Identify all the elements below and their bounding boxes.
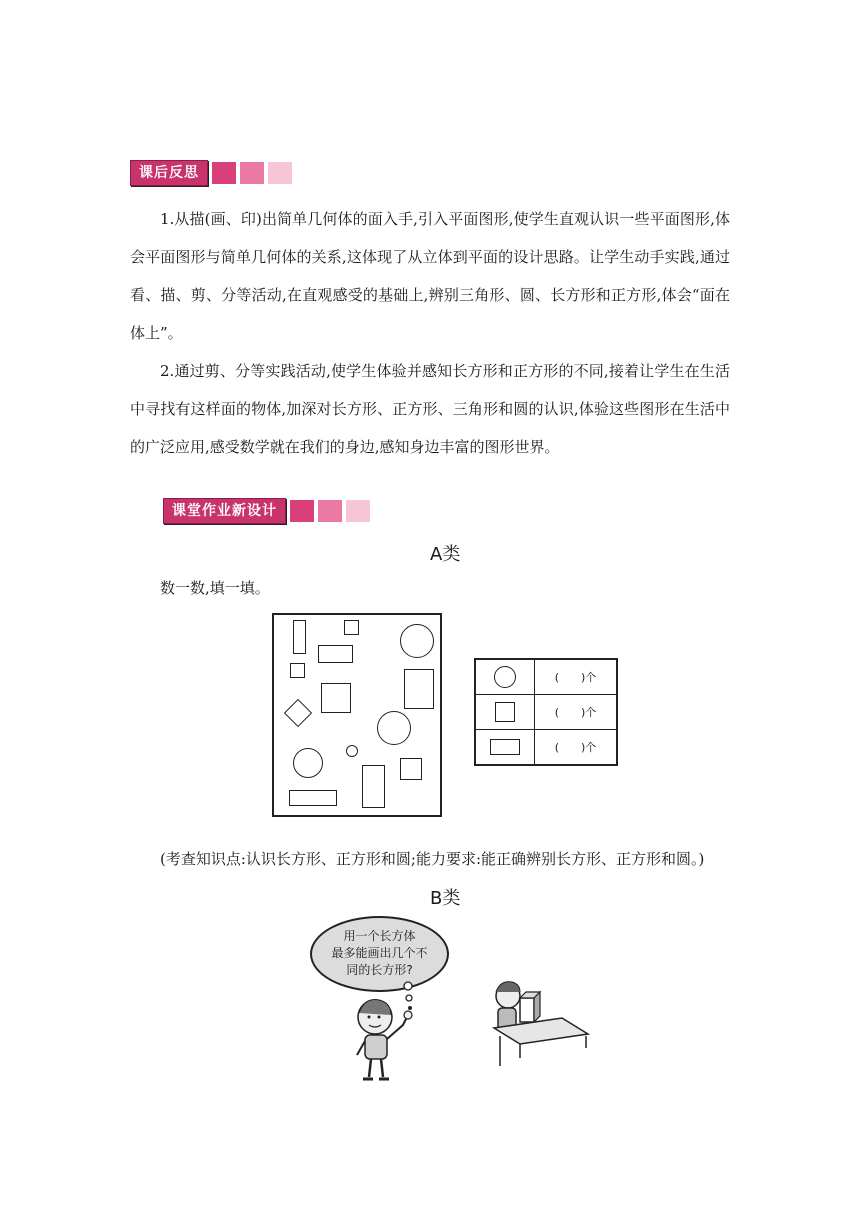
rectangle-shape [318, 645, 353, 663]
square-shape [284, 699, 312, 727]
circle-shape [346, 745, 358, 757]
rectangle-shape [404, 669, 434, 709]
square-icon [495, 702, 515, 722]
part-b-heading: B类 [430, 888, 461, 909]
part-a-note: (考查知识点:认识长方形、正方形和圆;能力要求:能正确辨别长方形、正方形和圆。) [160, 850, 705, 868]
rectangle-shape [293, 620, 306, 654]
banner-decoration [212, 162, 236, 184]
banner-decoration [346, 500, 370, 522]
section-title: 课后反思 [130, 160, 208, 186]
square-shape [400, 758, 422, 780]
bubble-text [312, 928, 447, 979]
circle-shape [400, 624, 434, 658]
shape-cell [475, 659, 535, 695]
rectangle-icon [490, 739, 520, 755]
answer-blank[interactable]: ( )个 [535, 730, 618, 766]
banner-decoration [240, 162, 264, 184]
rectangle-shape [362, 765, 385, 808]
square-shape [344, 620, 359, 635]
section-banner-homework [163, 498, 370, 524]
table-row [475, 730, 617, 766]
boy-waving-illustration [345, 995, 435, 1087]
part-a-heading: A类 [430, 544, 461, 565]
rectangle-shape [289, 790, 337, 806]
section-title: 课堂作业新设计 [163, 498, 286, 524]
bubble-line: 最多能画出几个不 [331, 946, 428, 960]
table-row [475, 695, 617, 730]
shape-cell [475, 730, 535, 766]
answer-blank[interactable]: ( )个 [535, 659, 618, 695]
table-row [475, 659, 617, 695]
bubble-line: 用一个长方体 [343, 929, 416, 943]
count-table [474, 658, 618, 766]
banner-decoration [268, 162, 292, 184]
circle-shape [293, 748, 323, 778]
square-shape [290, 663, 305, 678]
banner-decoration [290, 500, 314, 522]
shapes-box [272, 613, 442, 817]
answer-blank[interactable]: ( )个 [535, 695, 618, 730]
reflection-body [130, 200, 730, 466]
boy-at-desk-illustration [490, 978, 590, 1070]
part-a-instruction: 数一数,填一填。 [160, 579, 270, 597]
reflection-paragraph-2: 2.通过剪、分等实践活动,使学生体验并感知长方形和正方形的不同,接着让学生在生活中寻找有这样面的物体,加深对长方形、正方形、三角形和圆的认识,体验这些图形在生活中的广泛应用,感受数学就在我们的身边,感知身边丰富的图形世界。 [130, 362, 730, 456]
speech-bubble [310, 916, 449, 992]
shape-cell [475, 695, 535, 730]
square-shape [321, 683, 351, 713]
bubble-line: 同的长方形? [346, 963, 413, 977]
banner-decoration [318, 500, 342, 522]
reflection-paragraph-1: 1.从描(画、印)出简单几何体的面入手,引入平面图形,使学生直观认识一些平面图形,体会平面图形与简单几何体的关系,这体现了从立体到平面的设计思路。让学生动手实践,通过看、描、剪、分等活动,在直观感受的基础上,辨别三角形、圆、长方形和正方形,体会“面在体上”。 [130, 210, 730, 342]
section-banner-reflection [130, 160, 292, 186]
circle-shape [377, 711, 411, 745]
circle-icon [494, 666, 516, 688]
